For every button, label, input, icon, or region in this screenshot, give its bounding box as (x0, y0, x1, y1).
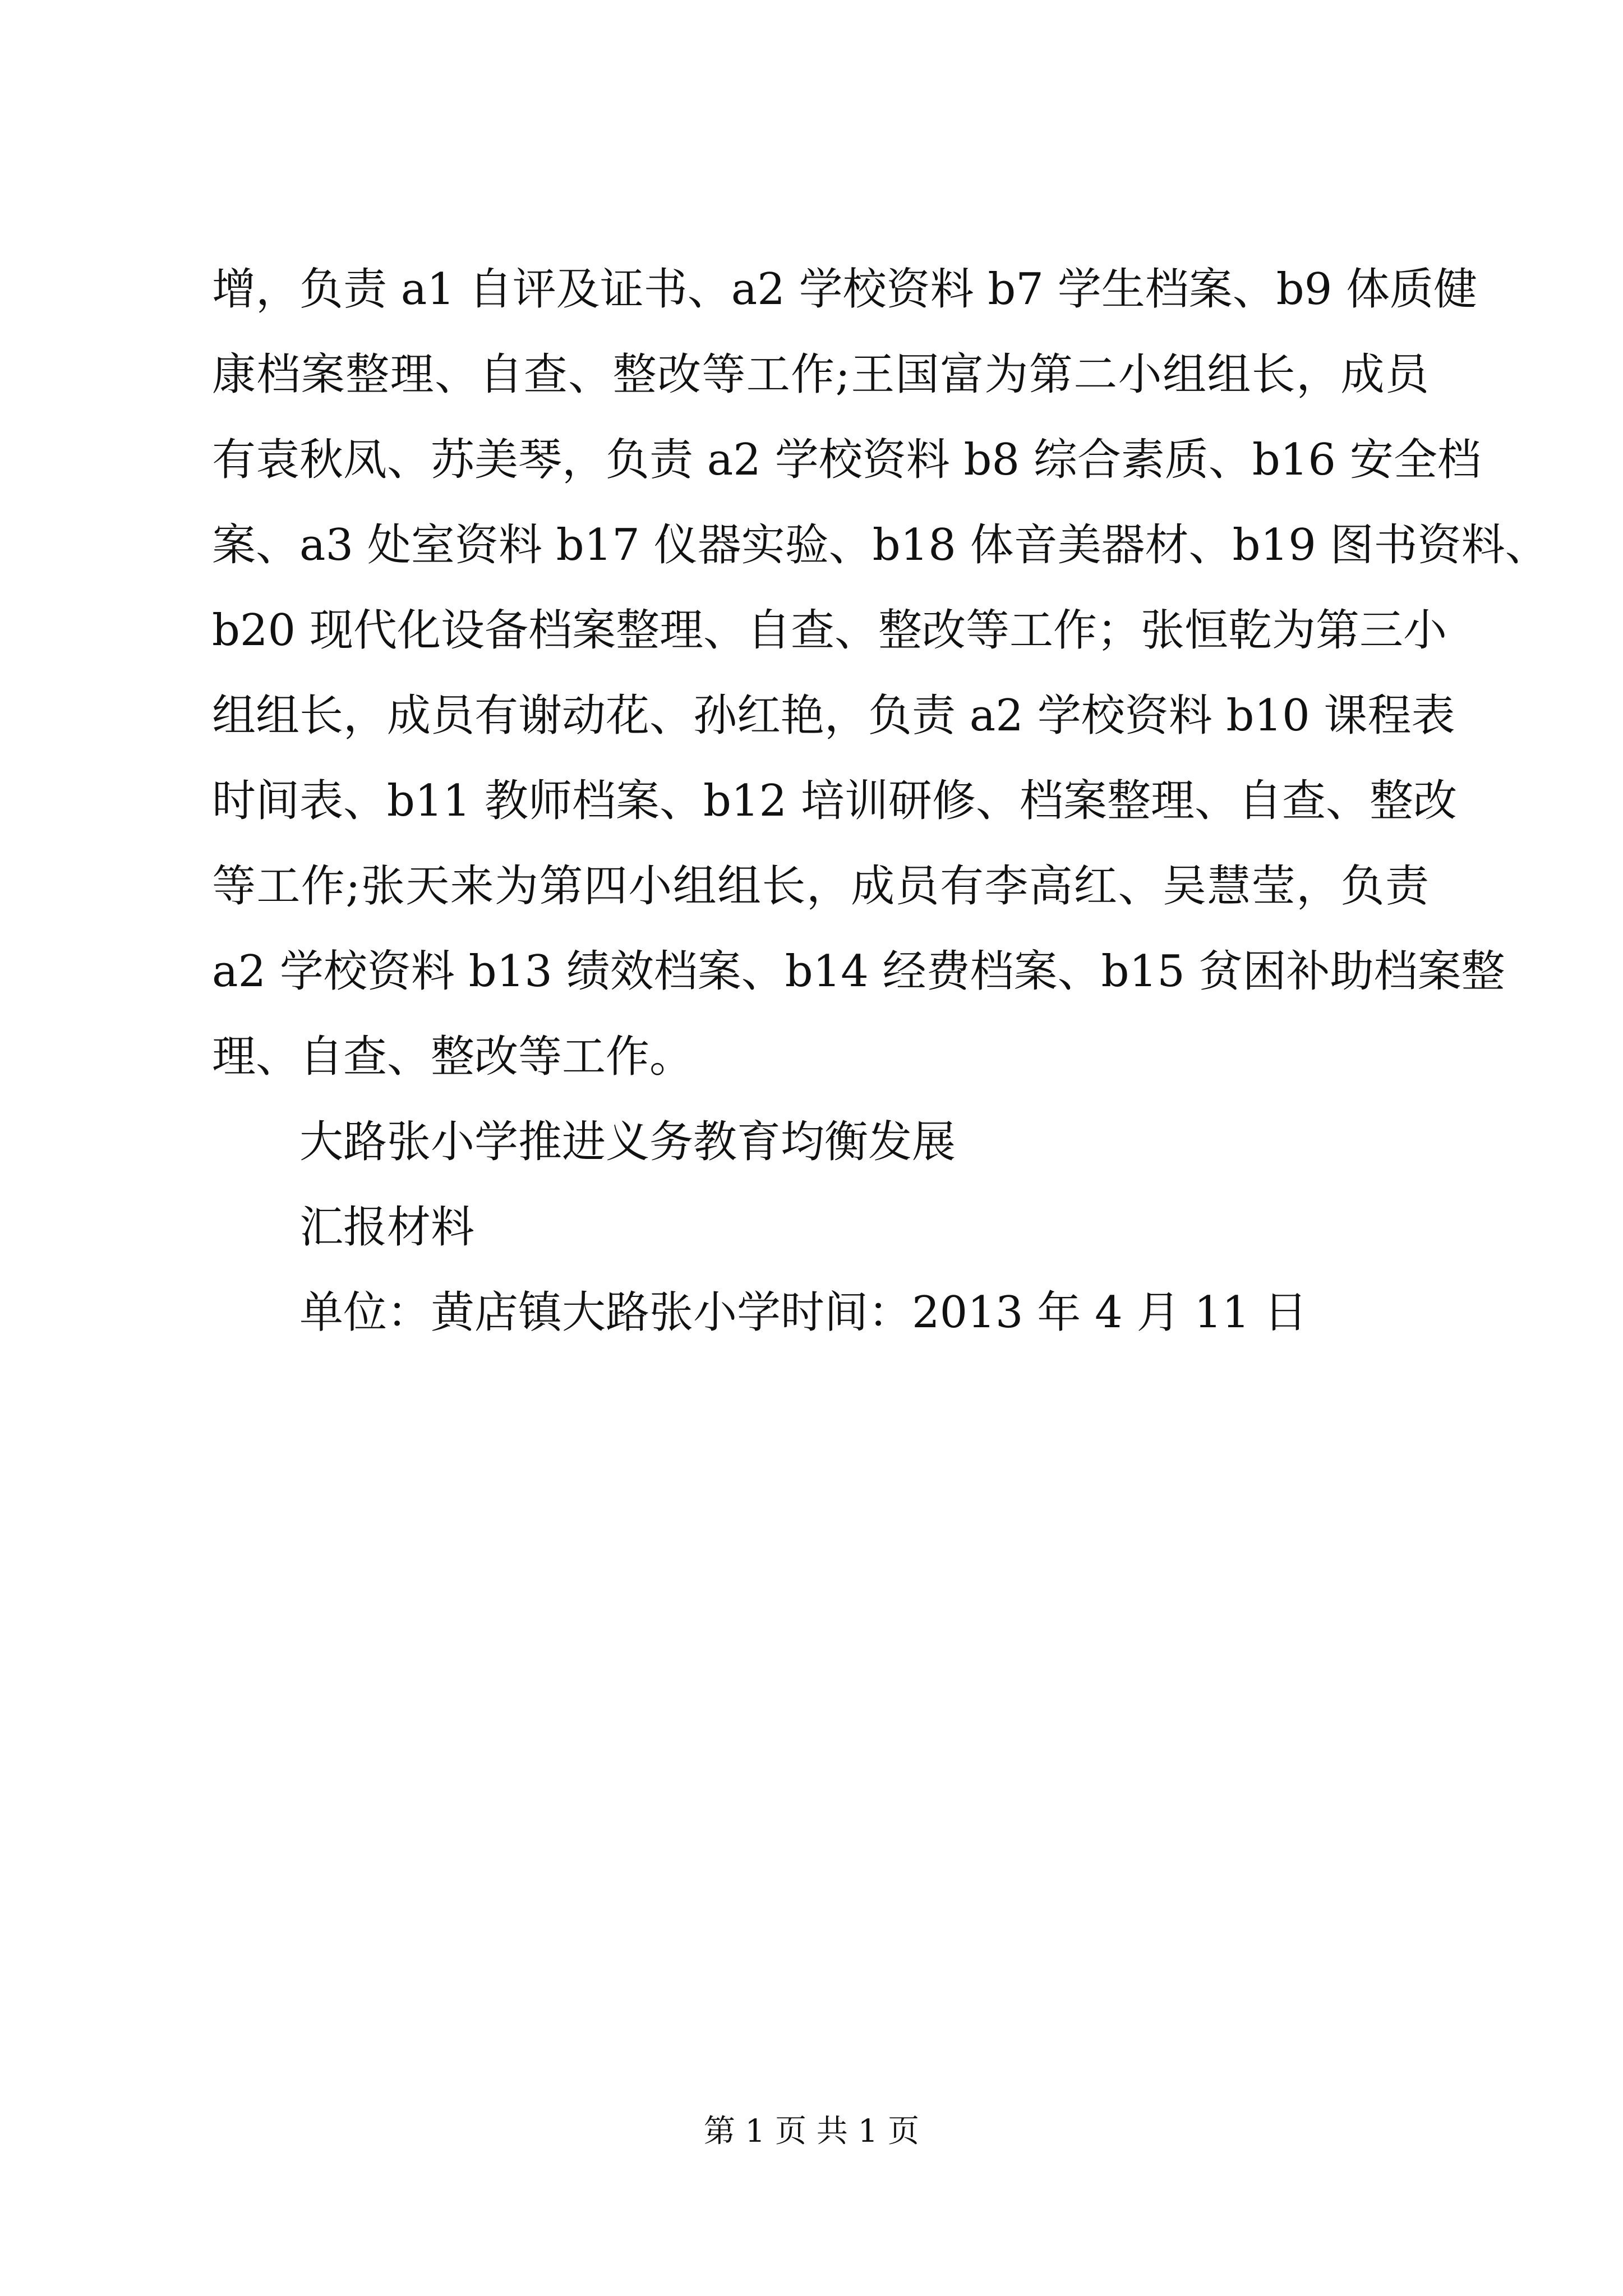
page-footer: 第 1 页 共 1 页 (703, 2113, 920, 2150)
document-body (212, 247, 1549, 1355)
body-line (212, 929, 1505, 1014)
report-title-line-1: 大路张小学推进义务教育均衡发展 (299, 1117, 956, 1167)
body-line-text: 理、自查、整改等工作。 (212, 1032, 694, 1082)
report-title-line-2: 汇报材料 (299, 1202, 475, 1253)
body-line-text: 等工作;张天来为第四小组组长，成员有李高红、吴慧莹，负责 (212, 861, 1430, 912)
body-line-text: 案、a3 处室资料 b17 仪器实验、b18 体音美器材、b19 图书资料、 (212, 520, 1549, 570)
body-line-text: b20 现代化设备档案整理、自查、整改等工作；张恒乾为第三小 (212, 605, 1447, 656)
body-line (212, 417, 1481, 503)
unit-and-date-line: 单位：黄店镇大路张小学时间：2013 年 4 月 11 日 (299, 1287, 1308, 1338)
body-line (212, 588, 1447, 673)
body-line-text: 增，负责 a1 自评及证书、a2 学校资料 b7 学生档案、b9 体质健 (212, 264, 1478, 315)
body-line (212, 673, 1455, 758)
body-line (212, 503, 1549, 588)
body-line-text: 有袁秋凤、苏美琴，负责 a2 学校资料 b8 综合素质、b16 安全档 (212, 435, 1481, 485)
body-line-text: 时间表、b11 教师档案、b12 培训研修、档案整理、自查、整改 (212, 776, 1457, 826)
body-line-text: 组组长，成员有谢动花、孙红艳，负责 a2 学校资料 b10 课程表 (212, 691, 1455, 741)
body-line (212, 1014, 1429, 1099)
body-line (212, 758, 1457, 844)
body-line (212, 332, 1429, 417)
body-line (212, 247, 1478, 332)
body-line-text: a2 学校资料 b13 绩效档案、b14 经费档案、b15 贫困补助档案整 (212, 946, 1505, 997)
body-line (212, 844, 1429, 929)
body-line-text: 康档案整理、自查、整改等工作;王国富为第二小组组长，成员 (212, 349, 1429, 400)
